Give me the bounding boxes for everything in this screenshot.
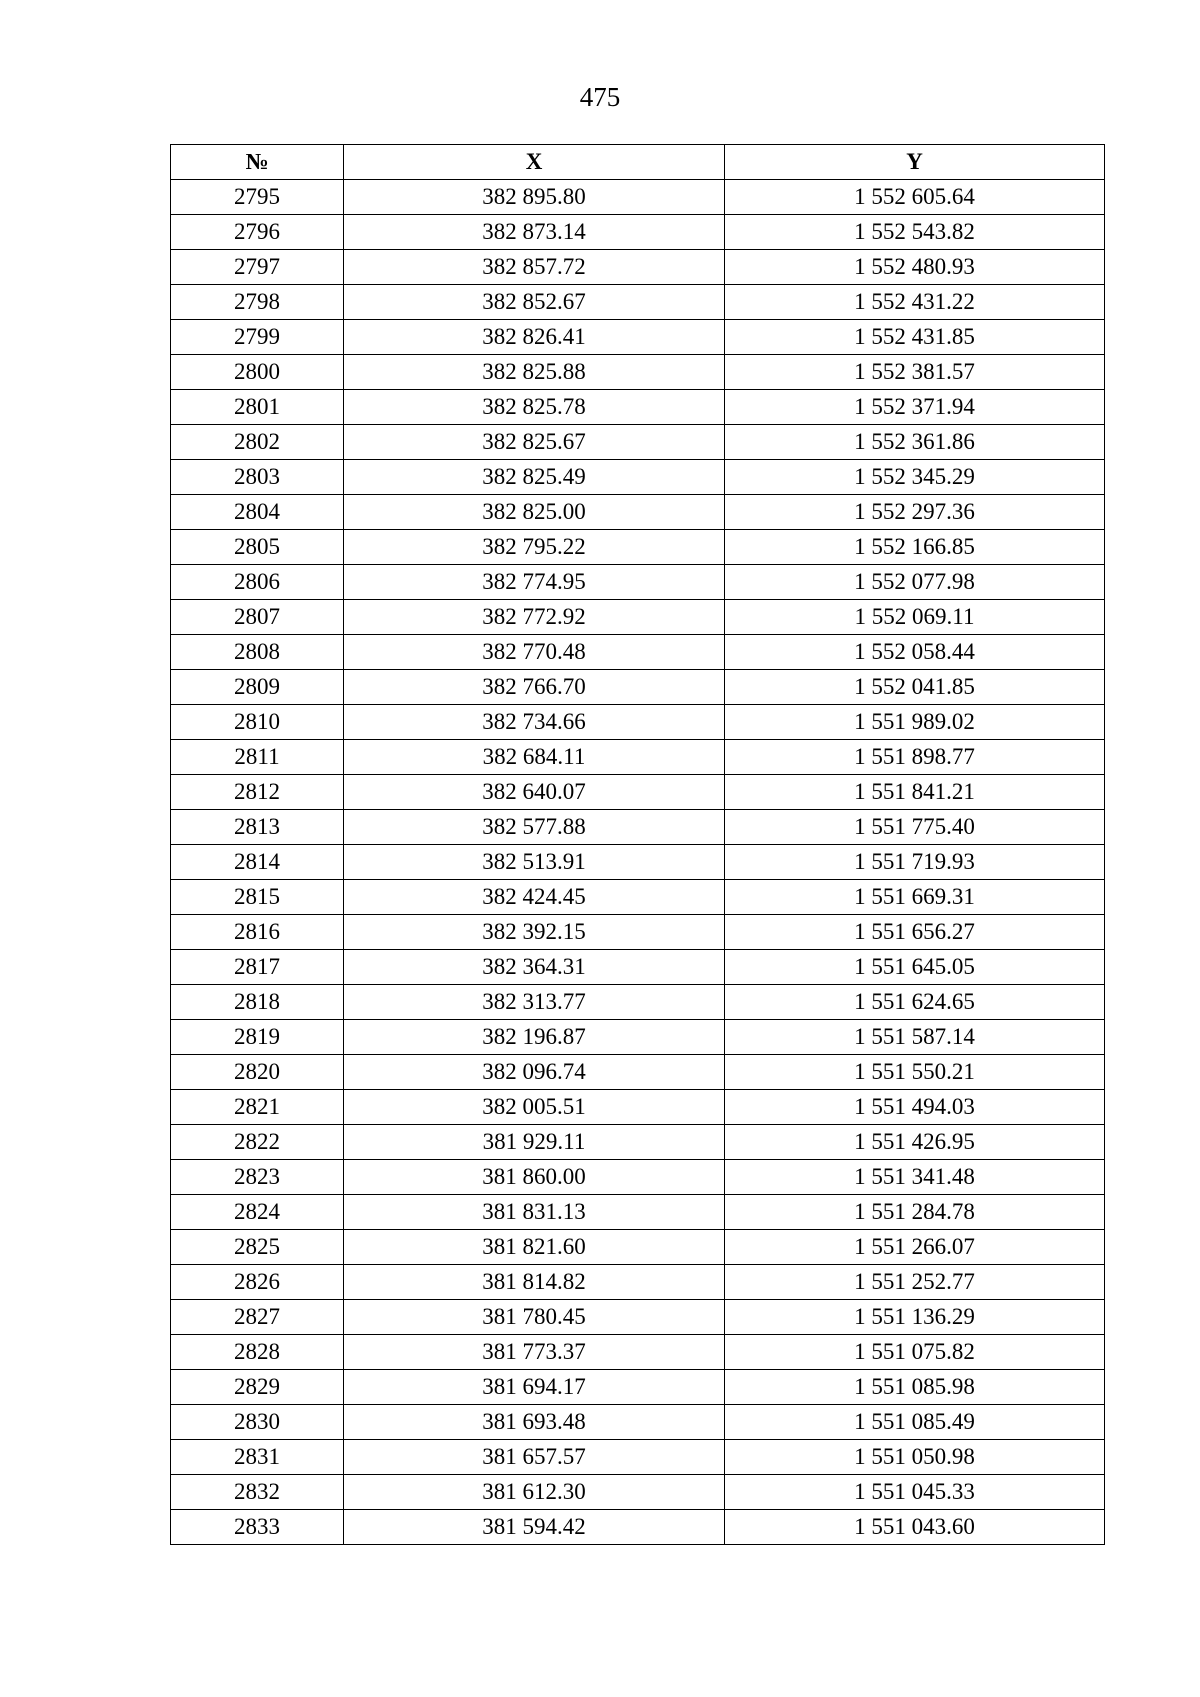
x-coordinate-cell: 381 860.00 [344, 1160, 725, 1195]
x-coordinate-cell: 382 770.48 [344, 635, 725, 670]
x-coordinate-cell: 381 929.11 [344, 1125, 725, 1160]
x-coordinate-cell: 381 694.17 [344, 1370, 725, 1405]
x-coordinate-cell: 382 005.51 [344, 1090, 725, 1125]
point-number-cell: 2820 [171, 1055, 344, 1090]
point-number-cell: 2815 [171, 880, 344, 915]
point-number-cell: 2833 [171, 1510, 344, 1545]
y-coordinate-cell: 1 551 669.31 [725, 880, 1105, 915]
x-coordinate-cell: 382 825.49 [344, 460, 725, 495]
y-coordinate-cell: 1 551 587.14 [725, 1020, 1105, 1055]
point-number-cell: 2813 [171, 810, 344, 845]
y-coordinate-cell: 1 551 284.78 [725, 1195, 1105, 1230]
table-header-row [171, 145, 1105, 180]
x-coordinate-cell: 382 826.41 [344, 320, 725, 355]
x-coordinate-cell: 382 825.88 [344, 355, 725, 390]
header-x: X [344, 145, 725, 180]
x-coordinate-cell: 381 831.13 [344, 1195, 725, 1230]
table-row [171, 1405, 1105, 1440]
table-row [171, 530, 1105, 565]
point-number-cell: 2812 [171, 775, 344, 810]
y-coordinate-cell: 1 552 069.11 [725, 600, 1105, 635]
x-coordinate-cell: 382 196.87 [344, 1020, 725, 1055]
table-row [171, 1195, 1105, 1230]
point-number-cell: 2832 [171, 1475, 344, 1510]
y-coordinate-cell: 1 551 085.98 [725, 1370, 1105, 1405]
x-coordinate-cell: 382 825.00 [344, 495, 725, 530]
coordinates-table [170, 144, 1105, 1545]
point-number-cell: 2831 [171, 1440, 344, 1475]
point-number-cell: 2797 [171, 250, 344, 285]
x-coordinate-cell: 382 096.74 [344, 1055, 725, 1090]
y-coordinate-cell: 1 551 426.95 [725, 1125, 1105, 1160]
table-row [171, 1125, 1105, 1160]
x-coordinate-cell: 382 734.66 [344, 705, 725, 740]
point-number-cell: 2823 [171, 1160, 344, 1195]
table-row [171, 250, 1105, 285]
x-coordinate-cell: 382 873.14 [344, 215, 725, 250]
point-number-cell: 2798 [171, 285, 344, 320]
point-number-cell: 2809 [171, 670, 344, 705]
point-number-cell: 2828 [171, 1335, 344, 1370]
point-number-cell: 2830 [171, 1405, 344, 1440]
y-coordinate-cell: 1 552 345.29 [725, 460, 1105, 495]
x-coordinate-cell: 381 657.57 [344, 1440, 725, 1475]
x-coordinate-cell: 382 424.45 [344, 880, 725, 915]
y-coordinate-cell: 1 551 043.60 [725, 1510, 1105, 1545]
x-coordinate-cell: 382 313.77 [344, 985, 725, 1020]
table-row [171, 880, 1105, 915]
y-coordinate-cell: 1 552 480.93 [725, 250, 1105, 285]
table-row [171, 320, 1105, 355]
x-coordinate-cell: 381 594.42 [344, 1510, 725, 1545]
x-coordinate-cell: 382 684.11 [344, 740, 725, 775]
header-y: Y [725, 145, 1105, 180]
table-row [171, 1230, 1105, 1265]
table-row [171, 285, 1105, 320]
point-number-cell: 2822 [171, 1125, 344, 1160]
y-coordinate-cell: 1 552 041.85 [725, 670, 1105, 705]
y-coordinate-cell: 1 551 989.02 [725, 705, 1105, 740]
y-coordinate-cell: 1 551 550.21 [725, 1055, 1105, 1090]
table-row [171, 775, 1105, 810]
y-coordinate-cell: 1 552 077.98 [725, 565, 1105, 600]
table-row [171, 985, 1105, 1020]
y-coordinate-cell: 1 551 075.82 [725, 1335, 1105, 1370]
table-row [171, 915, 1105, 950]
table-row [171, 1510, 1105, 1545]
point-number-cell: 2808 [171, 635, 344, 670]
point-number-cell: 2814 [171, 845, 344, 880]
y-coordinate-cell: 1 552 361.86 [725, 425, 1105, 460]
point-number-cell: 2805 [171, 530, 344, 565]
table-row [171, 845, 1105, 880]
y-coordinate-cell: 1 551 045.33 [725, 1475, 1105, 1510]
x-coordinate-cell: 381 780.45 [344, 1300, 725, 1335]
point-number-cell: 2821 [171, 1090, 344, 1125]
x-coordinate-cell: 382 795.22 [344, 530, 725, 565]
table-row [171, 1440, 1105, 1475]
table-row [171, 180, 1105, 215]
table-row [171, 425, 1105, 460]
point-number-cell: 2817 [171, 950, 344, 985]
table-row [171, 740, 1105, 775]
y-coordinate-cell: 1 551 341.48 [725, 1160, 1105, 1195]
x-coordinate-cell: 381 693.48 [344, 1405, 725, 1440]
y-coordinate-cell: 1 552 543.82 [725, 215, 1105, 250]
table-row [171, 460, 1105, 495]
table-body [171, 180, 1105, 1545]
y-coordinate-cell: 1 551 266.07 [725, 1230, 1105, 1265]
y-coordinate-cell: 1 552 431.22 [725, 285, 1105, 320]
table-row [171, 705, 1105, 740]
y-coordinate-cell: 1 552 371.94 [725, 390, 1105, 425]
table-row [171, 390, 1105, 425]
x-coordinate-cell: 382 857.72 [344, 250, 725, 285]
table-row [171, 1055, 1105, 1090]
table-row [171, 810, 1105, 845]
point-number-cell: 2825 [171, 1230, 344, 1265]
point-number-cell: 2799 [171, 320, 344, 355]
x-coordinate-cell: 382 772.92 [344, 600, 725, 635]
x-coordinate-cell: 382 825.67 [344, 425, 725, 460]
y-coordinate-cell: 1 551 775.40 [725, 810, 1105, 845]
y-coordinate-cell: 1 551 898.77 [725, 740, 1105, 775]
y-coordinate-cell: 1 551 624.65 [725, 985, 1105, 1020]
point-number-cell: 2803 [171, 460, 344, 495]
y-coordinate-cell: 1 551 136.29 [725, 1300, 1105, 1335]
x-coordinate-cell: 382 774.95 [344, 565, 725, 600]
table-row [171, 1020, 1105, 1055]
table-row [171, 495, 1105, 530]
point-number-cell: 2807 [171, 600, 344, 635]
table-row [171, 355, 1105, 390]
point-number-cell: 2802 [171, 425, 344, 460]
y-coordinate-cell: 1 551 645.05 [725, 950, 1105, 985]
x-coordinate-cell: 382 640.07 [344, 775, 725, 810]
table-row [171, 1475, 1105, 1510]
x-coordinate-cell: 382 577.88 [344, 810, 725, 845]
y-coordinate-cell: 1 551 085.49 [725, 1405, 1105, 1440]
y-coordinate-cell: 1 552 058.44 [725, 635, 1105, 670]
point-number-cell: 2816 [171, 915, 344, 950]
table-row [171, 1160, 1105, 1195]
point-number-cell: 2804 [171, 495, 344, 530]
header-number: № [171, 145, 344, 180]
x-coordinate-cell: 382 766.70 [344, 670, 725, 705]
x-coordinate-cell: 382 895.80 [344, 180, 725, 215]
x-coordinate-cell: 382 825.78 [344, 390, 725, 425]
point-number-cell: 2811 [171, 740, 344, 775]
y-coordinate-cell: 1 551 050.98 [725, 1440, 1105, 1475]
y-coordinate-cell: 1 552 166.85 [725, 530, 1105, 565]
table-row [171, 1300, 1105, 1335]
point-number-cell: 2824 [171, 1195, 344, 1230]
point-number-cell: 2795 [171, 180, 344, 215]
y-coordinate-cell: 1 551 656.27 [725, 915, 1105, 950]
table-row [171, 950, 1105, 985]
table-row [171, 215, 1105, 250]
point-number-cell: 2796 [171, 215, 344, 250]
y-coordinate-cell: 1 551 252.77 [725, 1265, 1105, 1300]
point-number-cell: 2800 [171, 355, 344, 390]
y-coordinate-cell: 1 552 381.57 [725, 355, 1105, 390]
x-coordinate-cell: 381 814.82 [344, 1265, 725, 1300]
point-number-cell: 2810 [171, 705, 344, 740]
x-coordinate-cell: 381 773.37 [344, 1335, 725, 1370]
table-row [171, 565, 1105, 600]
table-row [171, 1335, 1105, 1370]
point-number-cell: 2818 [171, 985, 344, 1020]
table-row [171, 1265, 1105, 1300]
table-row [171, 635, 1105, 670]
x-coordinate-cell: 382 364.31 [344, 950, 725, 985]
point-number-cell: 2829 [171, 1370, 344, 1405]
point-number-cell: 2801 [171, 390, 344, 425]
y-coordinate-cell: 1 551 719.93 [725, 845, 1105, 880]
x-coordinate-cell: 381 821.60 [344, 1230, 725, 1265]
x-coordinate-cell: 381 612.30 [344, 1475, 725, 1510]
point-number-cell: 2826 [171, 1265, 344, 1300]
x-coordinate-cell: 382 392.15 [344, 915, 725, 950]
page-number: 475 [579, 82, 621, 112]
table-row [171, 1090, 1105, 1125]
y-coordinate-cell: 1 552 297.36 [725, 495, 1105, 530]
point-number-cell: 2806 [171, 565, 344, 600]
y-coordinate-cell: 1 551 841.21 [725, 775, 1105, 810]
table-row [171, 670, 1105, 705]
y-coordinate-cell: 1 552 431.85 [725, 320, 1105, 355]
point-number-cell: 2827 [171, 1300, 344, 1335]
table-row [171, 600, 1105, 635]
y-coordinate-cell: 1 551 494.03 [725, 1090, 1105, 1125]
y-coordinate-cell: 1 552 605.64 [725, 180, 1105, 215]
x-coordinate-cell: 382 852.67 [344, 285, 725, 320]
table-row [171, 1370, 1105, 1405]
point-number-cell: 2819 [171, 1020, 344, 1055]
x-coordinate-cell: 382 513.91 [344, 845, 725, 880]
